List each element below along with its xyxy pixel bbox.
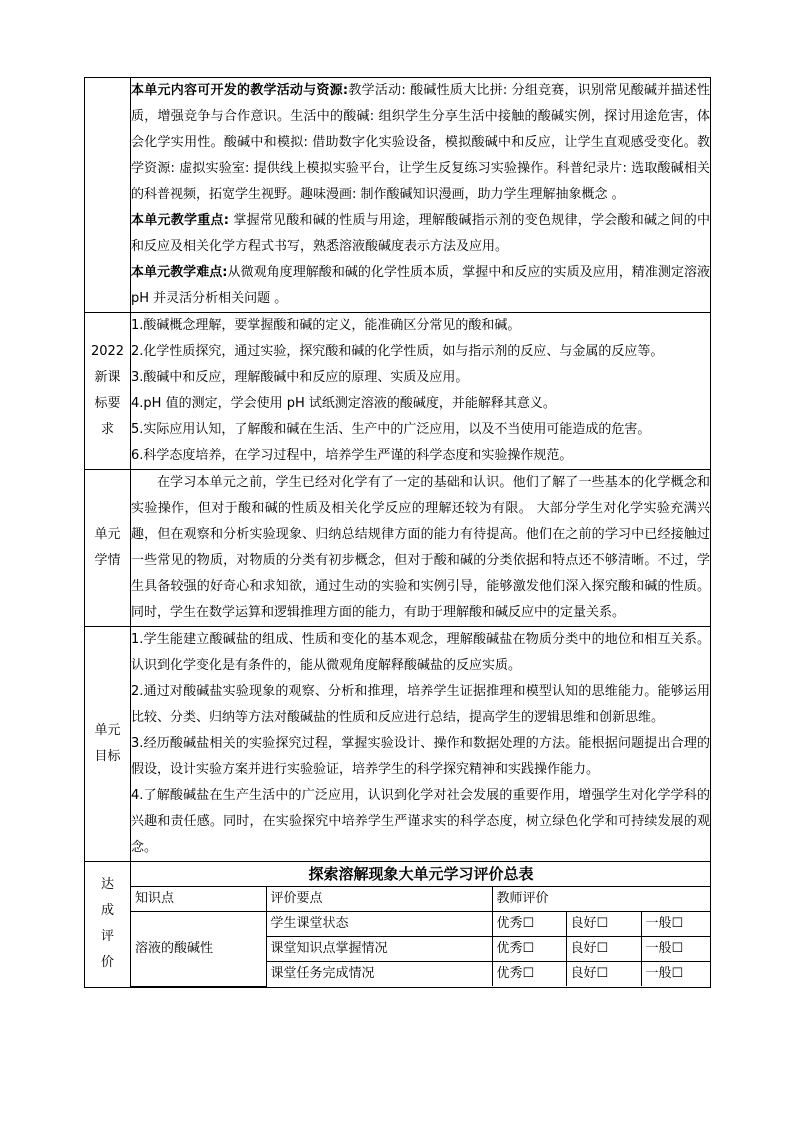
requirement-item: 1.酸碱概念理解，要掌握酸和碱的定义，能准确区分常见的酸和碱。 — [131, 318, 521, 333]
evaluation-content — [131, 862, 711, 988]
requirements-label-line: 求 — [100, 422, 114, 437]
rating-average-checkbox[interactable]: 一般☐ — [641, 912, 711, 937]
rating-average-checkbox[interactable]: 一般☐ — [641, 962, 711, 987]
key-points-heading: 本单元教学重点: — [131, 213, 229, 228]
situation-content — [131, 470, 711, 627]
knowledge-point-cell: 溶液的酸碱性 — [131, 912, 266, 987]
criterion-cell: 学生课堂状态 — [266, 912, 492, 937]
goals-row — [85, 627, 711, 862]
situation-label — [85, 470, 131, 627]
rating-good-checkbox[interactable]: 良好☐ — [566, 912, 641, 937]
evaluation-label — [85, 862, 131, 988]
evaluation-label-line: 评 — [100, 929, 114, 945]
situation-text: 在学习本单元之前，学生已经对化学有了一定的基础和认识。他们了解了一些基本的化学概念和实验操作，但对于酸和碱的性质及相关化学反应的理解还较为有限。 大部分学生对化学实验充满兴趣，但在观察和分析实验现象、归纳总结规律方面的能力有待提高。他们在之前的学习中已经接触过一些常见的物质，对物质的分类有初步概念，但对于酸和碱的分类依据和特点还不够清晰。不过，学生具备较强的好奇心和求知欲，通过生动的实验和实例引导，能够激发他们深入探究酸和碱的性质。同时，学生在数学运算和逻辑推理方面的能力，有助于理解酸和碱反应中的定量关系。 — [131, 475, 710, 620]
key-points-text: 掌握常见酸和碱的性质与用途，理解酸碱指示剂的变色规律，学会酸和碱之间的中和反应及相关化学方程式书写，熟悉溶液酸碱度表示方法及应用。 — [131, 213, 710, 254]
evaluation-row-item — [131, 912, 711, 937]
situation-label-line: 单元 — [94, 527, 121, 542]
goal-item: 2.通过对酸碱盐实验现象的观察、分析和推理，培养学生证据推理和模型认知的思维能力。能够运用比较、分类、归纳等方法对酸碱盐的性质和反应进行总结，提高学生的逻辑思维和创新思维。 — [131, 684, 710, 725]
key-points-paragraph — [131, 208, 710, 260]
goals-label-line: 目标 — [94, 749, 121, 764]
resources-label-cell — [85, 78, 131, 313]
evaluation-label-line: 达 — [100, 877, 114, 893]
goals-label — [85, 627, 131, 862]
resources-row — [85, 78, 711, 313]
difficulties-heading: 本单元教学难点: — [131, 265, 228, 280]
resources-content — [131, 78, 711, 313]
requirements-content — [131, 313, 711, 470]
knowledge-point-header: 知识点 — [131, 887, 266, 912]
requirements-row — [85, 313, 711, 470]
situation-label-line: 学情 — [94, 553, 121, 568]
rating-excellent-checkbox[interactable]: 优秀☐ — [492, 937, 566, 962]
activities-resources-text: 教学活动: 酸碱性质大比拼: 分组竞赛，识别常见酸碱并描述性质，增强竞争与合作意识。生活中的酸碱: 组织学生分享生活中接触的酸碱实例，探讨用途危害，体会化学实用性。酸碱中和模拟: 借助数字化实验设备，模拟酸碱中和反应，让学生直观感受变化。教学资源: 虚拟实验室: 提供线上模拟实验平台，让学生反复练习实验操作。科普纪录片: 选取酸碱相关的科普视频，拓宽学生视野。趣味漫画: 制作酸碱知识漫画，助力学生理解抽象概念 。 — [131, 83, 711, 202]
difficulties-text: 从微观角度理解酸和碱的化学性质本质，掌握中和反应的实质及应用，精准测定溶液 pH 并灵活分析相关问题 。 — [131, 265, 710, 306]
rating-excellent-checkbox[interactable]: 优秀☐ — [492, 912, 566, 937]
rating-excellent-checkbox[interactable]: 优秀☐ — [492, 962, 566, 987]
requirement-item: 3.酸碱中和反应，理解酸碱中和反应的原理、实质及应用。 — [131, 370, 469, 385]
goal-item: 3.经历酸碱盐相关的实验探究过程，掌握实验设计、操作和数据处理的方法。能根据问题提出合理的假设，设计实验方案并进行实验验证，培养学生的科学探究精神和实践操作能力。 — [131, 736, 710, 777]
activities-resources-paragraph — [131, 78, 710, 208]
evaluation-label-line: 价 — [100, 955, 114, 971]
goal-item: 1.学生能建立酸碱盐的组成、性质和变化的基本观念，理解酸碱盐在物质分类中的地位和相互关系。认识到化学变化是有条件的，能从微观角度解释酸碱盐的反应实质。 — [131, 632, 710, 673]
requirement-item: 2.化学性质探究，通过实验，探究酸和碱的化学性质，如与指示剂的反应、与金属的反应等。 — [131, 344, 664, 359]
activities-resources-heading: 本单元内容可开发的教学活动与资源: — [131, 83, 349, 98]
rating-average-checkbox[interactable]: 一般☐ — [641, 937, 711, 962]
requirement-item: 5.实际应用认知，了解酸和碱在生活、生产中的广泛应用，以及不当使用可能造成的危害。 — [131, 422, 651, 437]
evaluation-header-row — [131, 887, 711, 912]
requirements-label-line: 新课 — [94, 370, 121, 385]
criteria-header: 评价要点 — [266, 887, 492, 912]
evaluation-table — [131, 862, 711, 987]
unit-plan-table — [84, 77, 711, 988]
rating-good-checkbox[interactable]: 良好☐ — [566, 937, 641, 962]
teacher-evaluation-header: 教师评价 — [492, 887, 711, 912]
requirements-label-line: 2022 — [90, 344, 125, 359]
evaluation-row — [85, 862, 711, 988]
requirement-item: 4.pH 值的测定，学会使用 pH 试纸测定溶液的酸碱度，并能解释其意义。 — [131, 396, 556, 411]
criterion-cell: 课堂任务完成情况 — [266, 962, 492, 987]
goals-label-line: 单元 — [94, 723, 121, 738]
requirement-item: 6.科学态度培养，在学习过程中，培养学生严谨的科学态度和实验操作规范。 — [131, 448, 573, 463]
criterion-cell: 课堂知识点掌握情况 — [266, 937, 492, 962]
requirements-label-line: 标要 — [94, 396, 121, 411]
evaluation-label-line: 成 — [100, 903, 114, 919]
goals-content — [131, 627, 711, 862]
rating-good-checkbox[interactable]: 良好☐ — [566, 962, 641, 987]
requirements-label — [85, 313, 131, 470]
situation-row — [85, 470, 711, 627]
goal-item: 4.了解酸碱盐在生产生活中的广泛应用，认识到化学对社会发展的重要作用，增强学生对化学学科的兴趣和责任感。同时，在实验探究中培养学生严谨求实的科学态度，树立绿色化学和可持续发展的观念。 — [131, 788, 710, 855]
evaluation-title-row — [131, 862, 711, 887]
difficulties-paragraph — [131, 260, 710, 312]
evaluation-title: 探索溶解现象大单元学习评价总表 — [131, 862, 711, 887]
